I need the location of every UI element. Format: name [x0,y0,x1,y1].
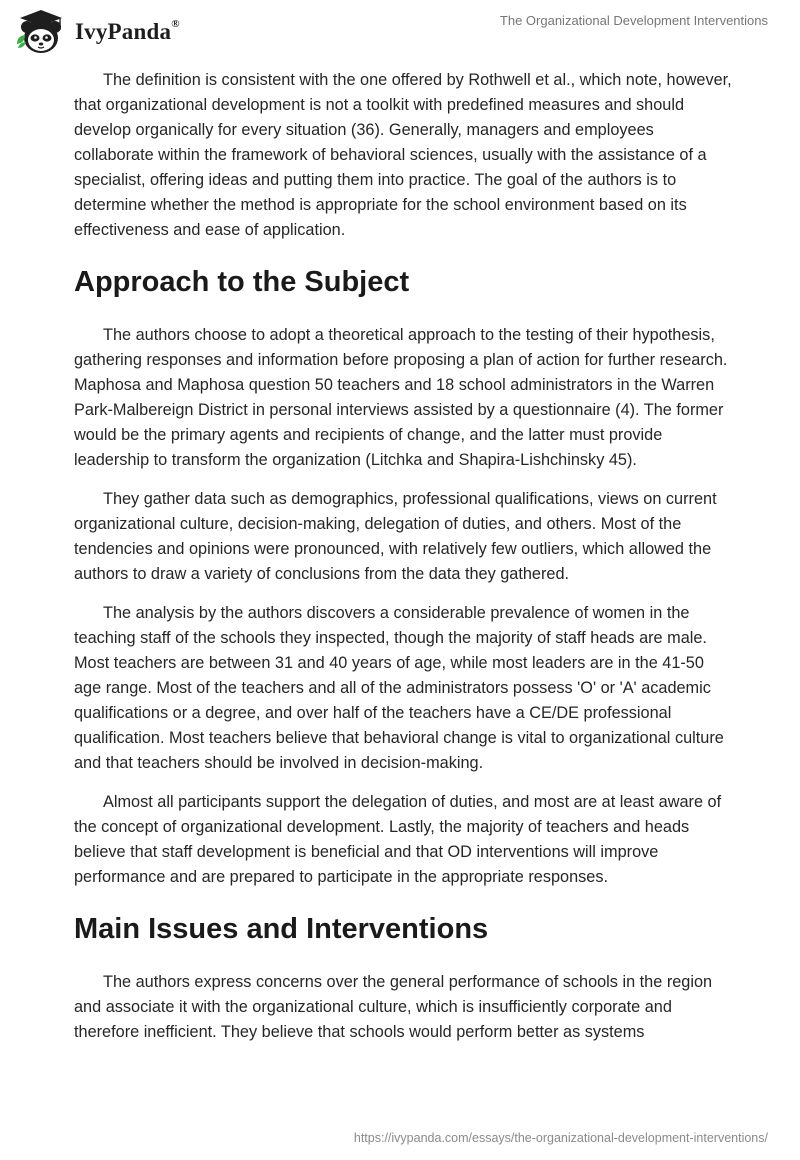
paragraph: The analysis by the authors discovers a considerable prevalence of women in the teaching staff of the schools they inspected, though the majority of staff heads are male. Most teachers are between 31 and 40 years of age, while most leaders are in the 41-50 age range. Most of the teachers and all of the administrators possess 'O' or 'A' academic qualifications or a degree, and over half of the teachers have a CE/DE professional qualification. Most teachers believe that behavioral change is vital to organizational culture and that teachers should be involved in decision-making. [74,604,724,772]
section-heading-issues: Main Issues and Interventions [74,913,489,945]
essay-content [74,68,734,1059]
page-header [0,0,800,60]
paragraph: The definition is consistent with the one offered by Rothwell et al., which note, however, that organizational development is not a toolkit with predefined measures and should develop organically for every situation (36). Generally, managers and employees collaborate within the framework of behavioral sciences, usually with the assistance of a specialist, offering ideas and putting them into practice. The goal of the authors is to determine whether the method is appropriate for the school environment based on its effectiveness and ease of application. [74,71,732,239]
document-title: The Organizational Development Interventions [499,13,768,28]
paragraph: The authors choose to adopt a theoretical approach to the testing of their hypothesis, gathering responses and information before proposing a plan of action for further research. Maphosa and Maphosa question 50 teachers and 18 school administrators in the Warren Park-Malbereign District in personal interviews assisted by a questionnaire (4). The former would be the primary agents and recipients of change, and the latter must provide leadership to transform the organization (Litchka and Shapira-Lishchinsky 45). [74,326,728,469]
ivypanda-logo[interactable] [14,8,180,56]
logo-text: IvyPanda® [75,18,180,44]
paragraph: The authors express concerns over the general performance of schools in the region and associate it with the organizational culture, which is insufficiently corporate and therefore inefficient. They believe that schools would perform better as systems [74,973,713,1041]
paragraph: Almost all participants support the delegation of duties, and most are at least aware of the concept of organizational development. Lastly, the majority of teachers and heads believe that staff development is beneficial and that OD interventions will improve performance and are prepared to participate in the appropriate responses. [74,793,722,886]
section-heading-approach: Approach to the Subject [74,266,410,298]
source-url-link[interactable]: https://ivypanda.com/essays/the-organizational-development-interventions/ [353,1131,768,1145]
paragraph: They gather data such as demographics, professional qualifications, views on current organizational culture, decision-making, delegation of duties, and others. Most of the tendencies and opinions were pronounced, with relatively few outliers, which allowed the authors to draw a variety of conclusions from the data they gathered. [74,490,717,583]
panda-graduate-icon [14,8,68,56]
